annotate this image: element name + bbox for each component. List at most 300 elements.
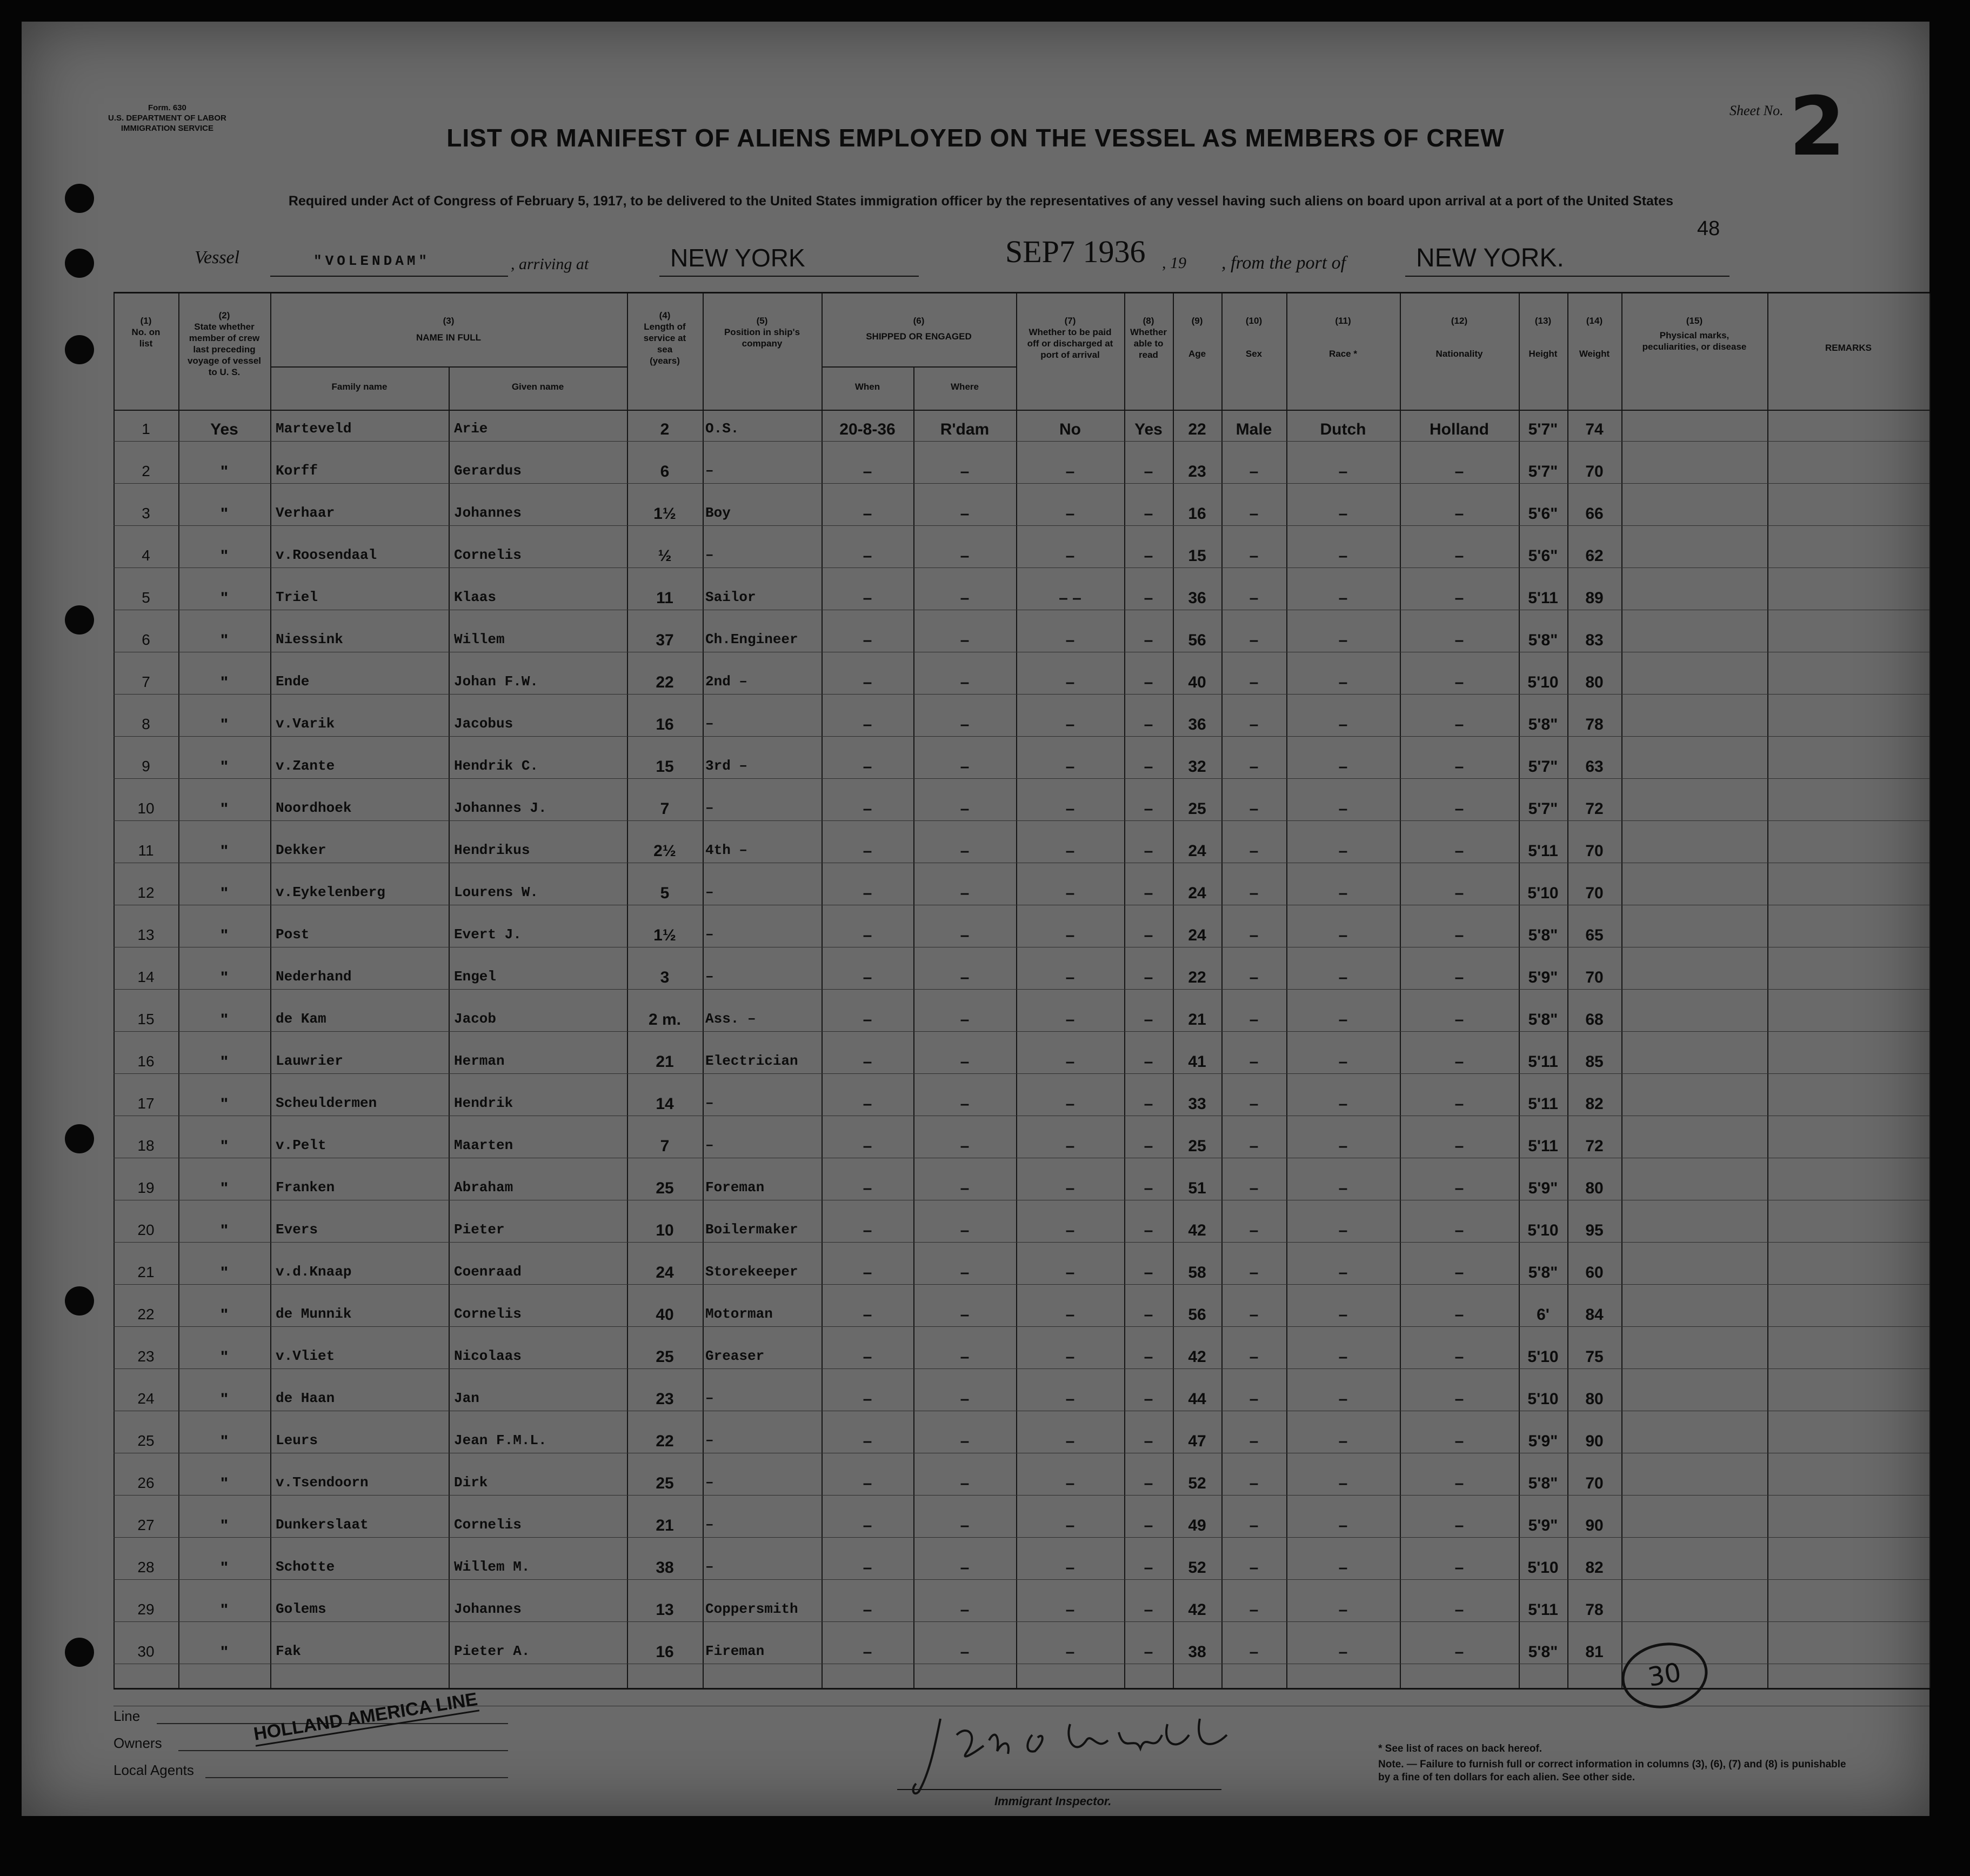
- cell-age: 22: [1188, 969, 1206, 986]
- cell-paid-off: –: [1065, 884, 1075, 902]
- cell-weight: 70: [1585, 969, 1604, 986]
- cell-no: 12: [137, 884, 155, 901]
- cell-when: 20-8-36: [839, 420, 896, 438]
- cell-read: –: [1144, 1053, 1153, 1071]
- cell-height: 5'11: [1528, 1053, 1558, 1071]
- cell-height: 5'10: [1527, 673, 1559, 691]
- cell-service: 10: [656, 1221, 674, 1239]
- cell-position: 3rd –: [705, 758, 748, 774]
- cell-sex: –: [1249, 884, 1259, 902]
- cell-where: –: [960, 1179, 970, 1197]
- cell-family: Evers: [276, 1221, 318, 1238]
- cell-nationality: –: [1454, 1601, 1464, 1619]
- cell-paid-off: –: [1065, 1011, 1075, 1029]
- table-row: [113, 1090, 1929, 1132]
- cell-height: 5'11: [1528, 1601, 1558, 1619]
- cell-no: 30: [137, 1643, 155, 1660]
- cell-given: Herman: [454, 1053, 505, 1069]
- cell-paid-off: –: [1065, 1095, 1075, 1113]
- table-row: [113, 1047, 1929, 1090]
- col-header-paid-off: (7) Whether to be paid off or discharged at port of arrival: [1027, 316, 1113, 360]
- cell-sex: –: [1249, 505, 1259, 523]
- cell-prev: ": [220, 1053, 229, 1071]
- cell-position: 2nd –: [705, 673, 748, 690]
- cell-service: 5: [660, 884, 670, 902]
- col-header-given-name: Given name: [511, 382, 564, 392]
- cell-paid-off: –: [1065, 1348, 1075, 1366]
- cell-sex: –: [1249, 589, 1259, 607]
- cell-no: 3: [142, 505, 150, 522]
- cell-where: –: [960, 463, 970, 480]
- cell-read: –: [1144, 926, 1153, 944]
- owners-underline: [178, 1750, 508, 1751]
- cell-sex: –: [1249, 1390, 1259, 1408]
- cell-given: Coenraad: [454, 1264, 522, 1280]
- signature-line: [897, 1789, 1221, 1790]
- owners-stamp: HOLLAND AMERICA LINE: [252, 1689, 479, 1747]
- cell-height: 5'8": [1528, 631, 1558, 649]
- cell-weight: 89: [1585, 589, 1604, 607]
- cell-where: –: [960, 1095, 970, 1113]
- table-row: [113, 1300, 1929, 1343]
- cell-race: –: [1338, 1011, 1348, 1029]
- cell-family: Post: [276, 926, 310, 943]
- binder-hole: [65, 335, 94, 364]
- cell-given: Engel: [454, 969, 497, 985]
- cell-read: –: [1144, 1221, 1153, 1239]
- cell-no: 13: [137, 926, 155, 943]
- cell-family: Fak: [276, 1643, 301, 1659]
- cell-paid-off: –: [1065, 463, 1075, 480]
- cell-paid-off: –: [1065, 505, 1075, 523]
- year-label: , 19: [1162, 254, 1186, 272]
- cell-no: 26: [137, 1474, 155, 1491]
- cell-prev: ": [220, 1432, 229, 1450]
- cell-service: 14: [656, 1095, 674, 1113]
- cell-given: Jean F.M.L.: [454, 1432, 547, 1448]
- cell-position: Ch.Engineer: [705, 631, 798, 647]
- cell-service: 22: [656, 673, 674, 691]
- cell-weight: 62: [1585, 547, 1604, 565]
- col-header-shipped-engaged: (6) SHIPPED OR ENGAGED: [866, 316, 972, 342]
- cell-service: 2½: [653, 842, 676, 860]
- table-row: [113, 1385, 1929, 1427]
- cell-when: –: [863, 926, 872, 944]
- cell-age: 47: [1188, 1432, 1206, 1450]
- cell-race: –: [1338, 1053, 1348, 1071]
- cell-weight: 78: [1585, 1601, 1604, 1619]
- table-row: [113, 710, 1929, 752]
- cell-nationality: –: [1454, 800, 1464, 818]
- cell-when: –: [863, 1053, 872, 1071]
- cell-sex: –: [1249, 1559, 1259, 1577]
- manifest-sheet: [22, 22, 1929, 1816]
- cell-race: –: [1338, 1137, 1348, 1155]
- cell-family: Niessink: [276, 631, 343, 647]
- cell-age: 52: [1188, 1559, 1206, 1577]
- cell-race: –: [1338, 673, 1348, 691]
- cell-weight: 90: [1585, 1517, 1604, 1534]
- cell-prev: ": [220, 463, 229, 480]
- cell-age: 41: [1188, 1053, 1206, 1071]
- form-label: Form. 630: [148, 103, 186, 112]
- cell-nationality: –: [1454, 842, 1464, 860]
- departure-underline: [1405, 276, 1729, 277]
- cell-where: –: [960, 1432, 970, 1450]
- cell-sex: –: [1249, 969, 1259, 986]
- cell-given: Willem: [454, 631, 505, 647]
- cell-height: 5'8": [1528, 1643, 1558, 1661]
- table-row: [113, 1258, 1929, 1300]
- cell-height: 5'8": [1528, 1264, 1558, 1281]
- cell-sex: –: [1249, 1517, 1259, 1534]
- cell-position: –: [705, 926, 714, 943]
- cell-prev: ": [220, 1264, 229, 1281]
- cell-given: Johannes: [454, 1601, 522, 1617]
- cell-paid-off: –: [1065, 716, 1075, 733]
- cell-family: v.d.Knaap: [276, 1264, 352, 1280]
- cell-sex: –: [1249, 1053, 1259, 1071]
- cell-service: 15: [656, 758, 674, 776]
- table-row: [113, 1005, 1929, 1047]
- col-header-where: Where: [951, 382, 979, 392]
- cell-sex: –: [1249, 1221, 1259, 1239]
- cell-height: 5'7": [1528, 800, 1558, 818]
- cell-prev: ": [220, 1643, 229, 1661]
- cell-sex: –: [1249, 800, 1259, 818]
- cell-given: Willem M.: [454, 1559, 530, 1575]
- cell-weight: 65: [1585, 926, 1604, 944]
- cell-service: 7: [660, 800, 670, 818]
- cell-no: 2: [142, 463, 150, 479]
- cell-prev: ": [220, 1474, 229, 1492]
- cell-no: 29: [137, 1601, 155, 1618]
- cell-given: Cornelis: [454, 1306, 522, 1322]
- cell-age: 22: [1188, 420, 1206, 438]
- cell-age: 40: [1188, 673, 1206, 691]
- cell-service: 23: [656, 1390, 674, 1408]
- cell-where: –: [960, 1011, 970, 1029]
- table-row: [113, 1469, 1929, 1511]
- cell-sex: –: [1249, 716, 1259, 733]
- cell-given: Nicolaas: [454, 1348, 522, 1364]
- table-row: [113, 921, 1929, 963]
- cell-when: –: [863, 758, 872, 776]
- cell-paid-off: –: [1065, 1179, 1075, 1197]
- table-row: [113, 668, 1929, 710]
- cell-prev: Yes: [210, 420, 238, 438]
- cell-race: –: [1338, 1432, 1348, 1450]
- cell-nationality: –: [1454, 505, 1464, 523]
- cell-when: –: [863, 1011, 872, 1029]
- cell-prev: ": [220, 589, 229, 607]
- cell-weight: 70: [1585, 884, 1604, 902]
- arrival-port: NEW YORK: [670, 244, 805, 272]
- cell-where: –: [960, 1601, 970, 1619]
- cell-sex: –: [1249, 1474, 1259, 1492]
- cell-position: Sailor: [705, 589, 756, 605]
- cell-race: Dutch: [1320, 420, 1366, 438]
- cell-where: –: [960, 1264, 970, 1281]
- cell-weight: 70: [1585, 463, 1604, 480]
- cell-where: –: [960, 1053, 970, 1071]
- cell-paid-off: –: [1065, 926, 1075, 944]
- binder-hole: [65, 1124, 94, 1153]
- cell-service: 3: [660, 969, 670, 986]
- cell-nationality: –: [1454, 926, 1464, 944]
- cell-paid-off: –: [1065, 631, 1075, 649]
- cell-position: Foreman: [705, 1179, 765, 1196]
- cell-given: Johannes J.: [454, 800, 547, 816]
- cell-service: 21: [656, 1053, 674, 1071]
- cell-paid-off: –: [1065, 1053, 1075, 1071]
- cell-when: –: [863, 1179, 872, 1197]
- table-row: [113, 1174, 1929, 1216]
- cell-prev: ": [220, 1601, 229, 1619]
- cell-when: –: [863, 505, 872, 523]
- cell-position: Fireman: [705, 1643, 765, 1659]
- cell-position: –: [705, 1432, 714, 1448]
- cell-read: –: [1144, 842, 1153, 860]
- cell-read: –: [1144, 505, 1153, 523]
- cell-height: 5'8": [1528, 1011, 1558, 1029]
- cell-age: 38: [1188, 1643, 1206, 1661]
- from-port-label: , from the port of: [1221, 253, 1346, 273]
- cell-family: Franken: [276, 1179, 335, 1196]
- cell-where: –: [960, 1643, 970, 1661]
- cell-where: –: [960, 842, 970, 860]
- cell-weight: 70: [1585, 842, 1604, 860]
- cell-no: 4: [142, 547, 150, 564]
- cell-read: –: [1144, 1348, 1153, 1366]
- cell-height: 5'9": [1528, 1517, 1558, 1534]
- cell-position: Electrician: [705, 1053, 798, 1069]
- col-header-able-to-read: (8) Whether able to read: [1130, 316, 1167, 360]
- cell-given: Hendrikus: [454, 842, 530, 858]
- cell-nationality: –: [1454, 463, 1464, 480]
- cell-height: 5'6": [1528, 547, 1558, 565]
- vessel-underline: [270, 276, 508, 277]
- cell-age: 15: [1188, 547, 1206, 565]
- cell-where: –: [960, 1474, 970, 1492]
- cell-prev: ": [220, 969, 229, 986]
- cell-age: 16: [1188, 505, 1206, 523]
- cell-no: 17: [137, 1095, 155, 1112]
- cell-family: Marteveld: [276, 420, 352, 437]
- cell-weight: 84: [1585, 1306, 1604, 1324]
- cell-family: Scheuldermen: [276, 1095, 377, 1111]
- cell-race: –: [1338, 1559, 1348, 1577]
- stamp-number: 48: [1697, 217, 1720, 240]
- cell-family: Ende: [276, 673, 310, 690]
- cell-nationality: –: [1454, 1306, 1464, 1324]
- cell-no: 11: [138, 842, 154, 859]
- cell-given: Maarten: [454, 1137, 513, 1153]
- cell-family: v.Pelt: [276, 1137, 326, 1153]
- cell-service: 1½: [653, 926, 676, 944]
- cell-read: –: [1144, 1137, 1153, 1155]
- circled-total: 30: [1617, 1636, 1713, 1715]
- cell-weight: 78: [1585, 716, 1604, 733]
- cell-read: –: [1144, 1179, 1153, 1197]
- cell-position: –: [705, 1095, 714, 1111]
- cell-weight: 95: [1585, 1221, 1604, 1239]
- cell-race: –: [1338, 505, 1348, 523]
- cell-race: –: [1338, 1474, 1348, 1492]
- cell-family: de Kam: [276, 1011, 326, 1027]
- cell-race: –: [1338, 547, 1348, 565]
- table-row: [113, 542, 1929, 584]
- cell-height: 5'10: [1527, 1559, 1559, 1577]
- cell-family: v.Roosendaal: [276, 547, 377, 563]
- cell-where: –: [960, 1348, 970, 1366]
- cell-race: –: [1338, 884, 1348, 902]
- cell-sex: –: [1249, 463, 1259, 480]
- cell-where: –: [960, 673, 970, 691]
- cell-when: –: [863, 1601, 872, 1619]
- cell-read: –: [1144, 463, 1153, 480]
- cell-service: 21: [656, 1517, 674, 1534]
- cell-paid-off: –: [1065, 1221, 1075, 1239]
- cell-no: 23: [137, 1348, 155, 1365]
- cell-where: –: [960, 1559, 970, 1577]
- cell-race: –: [1338, 1179, 1348, 1197]
- cell-race: –: [1338, 926, 1348, 944]
- cell-prev: ": [220, 1221, 229, 1239]
- col-header-sex: (10) Sex: [1245, 316, 1263, 359]
- cell-prev: ": [220, 1306, 229, 1324]
- cell-position: Boilermaker: [705, 1221, 798, 1238]
- cell-given: Dirk: [454, 1474, 488, 1491]
- cell-weight: 70: [1585, 1474, 1604, 1492]
- cell-no: 25: [137, 1432, 155, 1449]
- binder-hole: [65, 605, 94, 635]
- cell-no: 7: [142, 673, 150, 690]
- cell-nationality: –: [1454, 673, 1464, 691]
- col-header-weight: (14) Weight: [1579, 316, 1610, 359]
- cell-weight: 66: [1585, 505, 1604, 523]
- cell-height: 5'10: [1527, 1348, 1559, 1366]
- cell-prev: ": [220, 1517, 229, 1534]
- cell-race: –: [1338, 1306, 1348, 1324]
- cell-race: –: [1338, 716, 1348, 733]
- cell-weight: 68: [1585, 1011, 1604, 1029]
- cell-position: –: [705, 1517, 714, 1533]
- table-row: [113, 1132, 1929, 1174]
- table-row: [113, 1595, 1929, 1638]
- cell-prev: ": [220, 631, 229, 649]
- cell-prev: ": [220, 1390, 229, 1408]
- cell-when: –: [863, 1306, 872, 1324]
- cell-family: Korff: [276, 463, 318, 479]
- cell-no: 19: [137, 1179, 155, 1196]
- cell-service: 11: [656, 589, 673, 607]
- signer-title: Immigrant Inspector.: [994, 1794, 1112, 1808]
- cell-prev: ": [220, 800, 229, 818]
- cell-weight: 60: [1585, 1264, 1604, 1281]
- cell-no: 24: [137, 1390, 155, 1407]
- cell-nationality: –: [1454, 547, 1464, 565]
- cell-prev: ": [220, 1348, 229, 1366]
- owners-label: Owners: [113, 1735, 162, 1751]
- cell-age: 42: [1188, 1221, 1206, 1239]
- cell-when: –: [863, 800, 872, 818]
- cell-service: 25: [656, 1179, 674, 1197]
- cell-read: –: [1144, 547, 1153, 565]
- cell-read: –: [1144, 1643, 1153, 1661]
- cell-race: –: [1338, 758, 1348, 776]
- cell-where: –: [960, 1221, 970, 1239]
- cell-age: 52: [1188, 1474, 1206, 1492]
- cell-given: Johannes: [454, 505, 522, 521]
- cell-race: –: [1338, 1517, 1348, 1534]
- cell-age: 44: [1188, 1390, 1206, 1408]
- arriving-label: , arriving at: [511, 255, 589, 273]
- cell-weight: 85: [1585, 1053, 1604, 1071]
- cell-where: –: [960, 1306, 970, 1324]
- cell-nationality: –: [1454, 1137, 1464, 1155]
- cell-family: v.Eykelenberg: [276, 884, 385, 900]
- cell-given: Jan: [454, 1390, 479, 1406]
- cell-when: –: [863, 1221, 872, 1239]
- cell-read: –: [1144, 1474, 1153, 1492]
- cell-sex: –: [1249, 631, 1259, 649]
- cell-when: –: [863, 1474, 872, 1492]
- table-row: [113, 879, 1929, 921]
- cell-family: Schotte: [276, 1559, 335, 1575]
- cell-prev: ": [220, 547, 229, 565]
- cell-race: –: [1338, 1264, 1348, 1281]
- cell-weight: 72: [1585, 1137, 1604, 1155]
- cell-when: –: [863, 716, 872, 733]
- cell-no: 1: [142, 420, 150, 437]
- col-header-family-name: Family name: [331, 382, 388, 392]
- cell-age: 23: [1188, 463, 1206, 480]
- col-header-when: When: [854, 382, 880, 392]
- cell-paid-off: –: [1065, 1264, 1075, 1281]
- line-label: Line: [113, 1708, 141, 1724]
- cell-paid-off: –: [1065, 1643, 1075, 1661]
- cell-service: 37: [656, 631, 674, 649]
- col-header-previous-voyage: (2) State whether member of crew last preceding voyage of vessel to U. S.: [187, 310, 262, 377]
- cell-nationality: –: [1454, 1390, 1464, 1408]
- cell-position: –: [705, 463, 714, 479]
- cell-weight: 63: [1585, 758, 1604, 776]
- cell-race: –: [1338, 1390, 1348, 1408]
- cell-read: –: [1144, 1390, 1153, 1408]
- cell-paid-off: –: [1065, 800, 1075, 818]
- cell-when: –: [863, 1348, 872, 1366]
- table-row: [113, 499, 1929, 542]
- cell-when: –: [863, 969, 872, 986]
- cell-nationality: –: [1454, 1011, 1464, 1029]
- cell-race: –: [1338, 631, 1348, 649]
- cell-family: Golems: [276, 1601, 326, 1617]
- cell-height: 5'10: [1527, 1221, 1559, 1239]
- races-note: * See list of races on back hereof.: [1378, 1743, 1542, 1754]
- cell-position: –: [705, 969, 714, 985]
- cell-given: Hendrik C.: [454, 758, 539, 774]
- cell-when: –: [863, 589, 872, 607]
- cell-service: 1½: [653, 505, 676, 523]
- cell-no: 22: [137, 1306, 155, 1323]
- cell-read: –: [1144, 800, 1153, 818]
- cell-given: Lourens W.: [454, 884, 539, 900]
- cell-where: –: [960, 589, 970, 607]
- cell-height: 5'6": [1528, 505, 1558, 523]
- cell-when: –: [863, 1390, 872, 1408]
- cell-when: –: [863, 673, 872, 691]
